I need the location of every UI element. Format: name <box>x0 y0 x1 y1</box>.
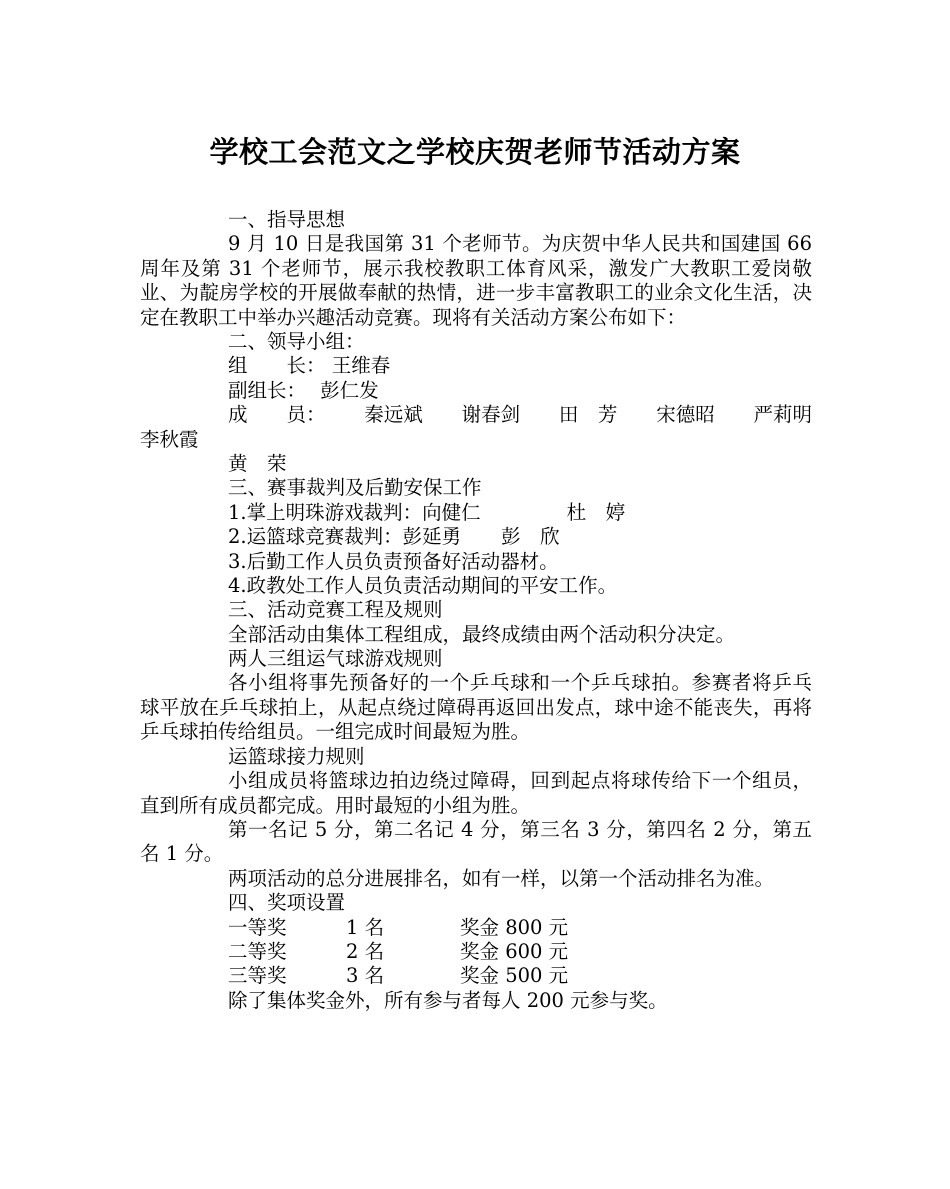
section-heading: 四、奖项设置 <box>228 891 346 915</box>
deputy-name: 彭仁发 <box>320 378 379 402</box>
paragraph: 两项活动的总分进展排名，如有一样，以第一个活动排名为准。 <box>228 866 775 890</box>
award-count: 1 名 <box>346 915 385 939</box>
award-name: 三等奖 <box>228 964 287 988</box>
award-prize: 奖金 600 元 <box>460 939 569 963</box>
referee-label: 1.掌上明珠游戏裁判： <box>228 500 423 524</box>
award-name: 二等奖 <box>228 939 287 963</box>
award-prize: 奖金 800 元 <box>460 915 569 939</box>
deputy-row <box>140 379 812 403</box>
referee-row <box>140 525 812 549</box>
referee-label: 2.运篮球竞赛裁判： <box>228 525 403 549</box>
members-label: 成 员： <box>228 403 326 427</box>
paragraph: 9 月 10 日是我国第 31 个老师节。为庆贺中华人民共和国建国 66 周年及第 31 个老师节，展示我校教职工体育风采，激发广大教职工爱岗敬业、为靛房学校的开展做奉献的热情，进一步丰富教职工的业余文化生活，决定在教职工中举办兴趣活动竞赛。现将有关活动方案公布如下： <box>140 232 812 329</box>
member-name: 秦远斌 <box>364 403 423 427</box>
referee-row <box>140 501 812 525</box>
leader-row <box>140 354 812 378</box>
referee-name: 彭延勇 <box>402 525 462 549</box>
section-heading: 三、赛事裁判及后勤安保工作 <box>228 476 482 500</box>
list-item: 4.政教处工作人员负责活动期间的平安工作。 <box>228 573 618 597</box>
paragraph: 第一名记 5 分，第二名记 4 分，第三名 3 分，第四名 2 分，第五名 1 分。 <box>140 817 812 866</box>
list-item: 3.后勤工作人员负责预备好活动器材。 <box>228 549 559 573</box>
sub-heading: 两人三组运气球游戏规则 <box>228 647 443 671</box>
award-name: 一等奖 <box>228 915 287 939</box>
leader-label: 组 长： <box>228 354 326 378</box>
member-name: 宋德昭 <box>656 403 715 427</box>
award-prize: 奖金 500 元 <box>460 964 569 988</box>
paragraph: 各小组将事先预备好的一个乒乓球和一个乒乓球拍。参赛者将乒乓球平放在乒乓球拍上，从起点绕过障碍再返回出发点，球中途不能丧失，再将乒乓球拍传给组员。一组完成时间最短为胜。 <box>140 671 812 744</box>
document-title: 学校工会范文之学校庆贺老师节活动方案 <box>209 135 741 169</box>
section-heading: 二、领导小组： <box>228 330 365 354</box>
member-name: 谢春剑 <box>461 403 521 427</box>
referee-name: 彭 欣 <box>501 525 560 549</box>
sub-heading: 运篮球接力规则 <box>228 744 365 768</box>
award-row <box>140 940 812 964</box>
section-heading: 一、指导思想 <box>228 208 346 231</box>
award-count: 3 名 <box>346 964 385 988</box>
document-body <box>140 208 812 1013</box>
referee-name: 杜 婷 <box>566 500 626 524</box>
member-name: 田 芳 <box>558 403 618 427</box>
award-row <box>140 964 812 988</box>
section-heading: 三、活动竞赛工程及规则 <box>228 598 443 622</box>
members-row <box>140 403 812 427</box>
leader-name: 王维春 <box>331 354 391 378</box>
member-name: 严莉明 <box>753 403 812 427</box>
referee-name: 向健仁 <box>422 500 481 524</box>
deputy-label: 副组长： <box>228 378 307 402</box>
award-count: 2 名 <box>346 939 385 963</box>
paragraph: 小组成员将篮球边拍边绕过障碍，回到起点将球传给下一个组员，直到所有成员都完成。用时最短的小组为胜。 <box>140 769 812 817</box>
member-name: 黄 荣 <box>228 451 287 475</box>
paragraph: 除了集体奖金外，所有参与者每人 200 元参与奖。 <box>228 988 668 1012</box>
paragraph: 全部活动由集体工程组成，最终成绩由两个活动积分决定。 <box>228 622 736 646</box>
member-name: 李秋霞 <box>140 427 199 451</box>
award-row <box>140 916 812 940</box>
